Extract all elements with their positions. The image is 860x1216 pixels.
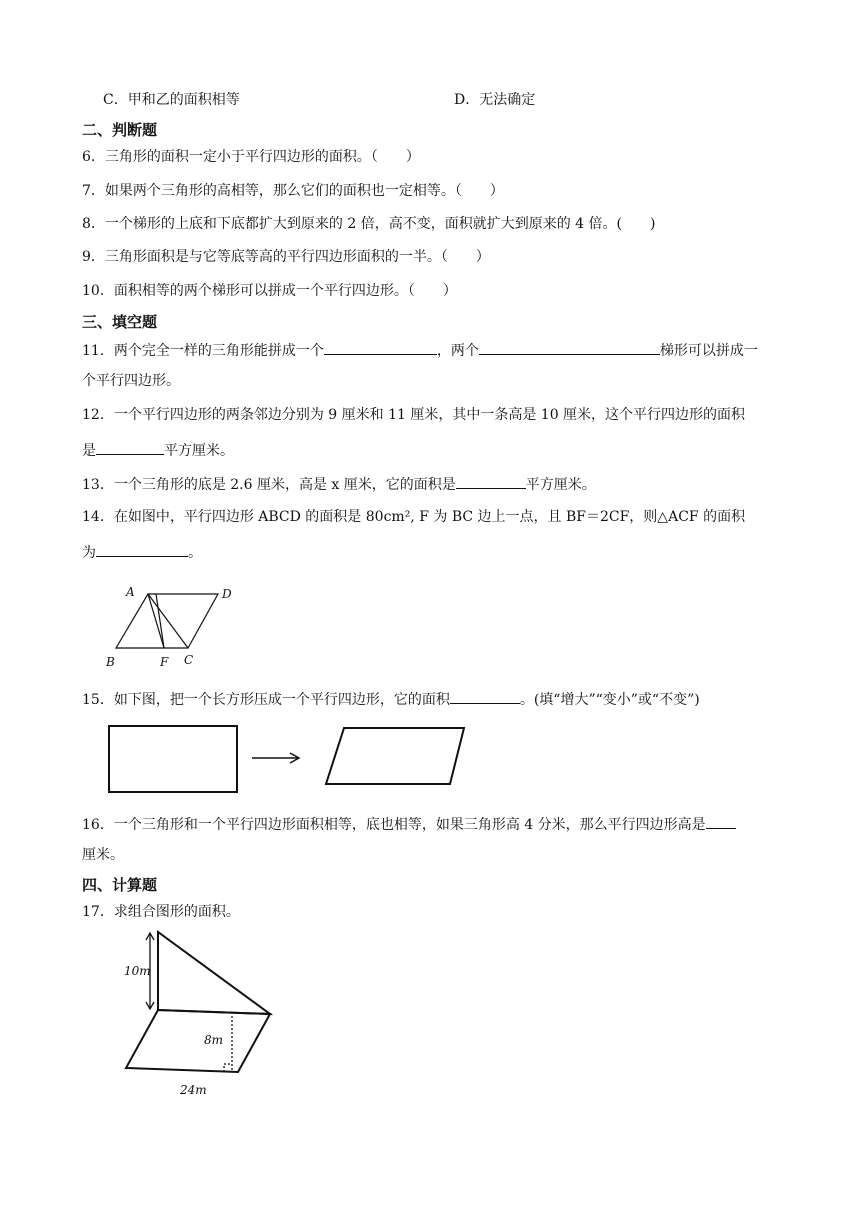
q15-text-a: 15．如下图，把一个长方形压成一个平行四边形，它的面积	[82, 692, 450, 708]
question-12-cont	[82, 440, 234, 460]
q11-text-c: 梯形可以拼成一	[659, 343, 758, 359]
q15-text-b: 。(填“增大”“变小”或“不变”)	[519, 692, 700, 708]
section-title-calculation: 四、计算题	[82, 876, 158, 894]
question-17: 17．求组合图形的面积。	[82, 904, 240, 920]
segment-af	[148, 594, 164, 648]
label-f: F	[160, 655, 169, 669]
question-7: 7．如果两个三角形的高相等，那么它们的面积也一定相等。（ ）	[82, 183, 504, 199]
question-16-cont: 厘米。	[82, 847, 124, 863]
label-c: C	[184, 653, 194, 667]
segment-df	[156, 594, 164, 648]
answer-blank	[96, 440, 164, 455]
rectangle-to-parallelogram-figure	[100, 718, 472, 796]
question-9: 9．三角形面积是与它等底等高的平行四边形面积的一半。（ ）	[82, 249, 490, 265]
answer-blank	[456, 474, 526, 489]
answer-blank	[324, 340, 437, 355]
section-title-fill-blank: 三、填空题	[82, 313, 158, 331]
question-14-cont	[82, 542, 202, 562]
question-15	[82, 689, 700, 709]
answer-blank	[450, 689, 520, 704]
question-13	[82, 474, 596, 494]
question-6: 6．三角形的面积一定小于平行四边形的面积。（ ）	[82, 149, 420, 165]
parallelogram-base-shape	[126, 1010, 270, 1072]
q11-text-b: ，两个	[436, 343, 479, 359]
answer-blank	[479, 340, 660, 355]
question-14: 14．在如图中，平行四边形 ABCD 的面积是 80cm², F 为 BC 边上一点，且 BF＝2CF，则△ACF 的面积	[82, 509, 746, 525]
label-8m: 8m	[204, 1033, 224, 1047]
q16-text-a: 16．一个三角形和一个平行四边形面积相等，底也相等，如果三角形高 4 分米，那么平行四边形高是	[82, 817, 706, 833]
rectangle-shape	[109, 726, 237, 792]
question-10: 10．面积相等的两个梯形可以拼成一个平行四边形。（ ）	[82, 283, 457, 299]
q11-text-a: 11．两个完全一样的三角形能拼成一个	[82, 343, 324, 359]
segment-ac	[148, 594, 188, 648]
label-b: B	[106, 655, 115, 669]
q13-text-b: 平方厘米。	[525, 477, 596, 493]
question-8: 8．一个梯形的上底和下底都扩大到原来的 2 倍，高不变，面积就扩大到原来的 4 倍。( )	[82, 216, 656, 232]
parallelogram-abcd-figure	[100, 582, 250, 674]
q5-option-c: C．甲和乙的面积相等	[103, 92, 240, 108]
label-d: D	[222, 587, 232, 601]
question-11-cont: 个平行四边形。	[82, 373, 180, 389]
q14-text-b: 为	[82, 545, 96, 561]
composite-figure	[100, 922, 300, 1104]
question-11	[82, 340, 758, 360]
q12-text-c: 平方厘米。	[164, 443, 234, 459]
triangle-shape	[158, 932, 270, 1014]
answer-blank	[96, 542, 188, 557]
parallelogram-outline	[116, 594, 218, 648]
q14-text-c: 。	[188, 545, 202, 561]
label-10m: 10m	[124, 964, 151, 978]
q12-text-b: 是	[82, 443, 96, 459]
q5-option-d: D．无法确定	[454, 92, 536, 108]
section-title-judgment: 二、判断题	[82, 121, 158, 139]
parallelogram-shape	[326, 728, 464, 784]
answer-blank	[706, 814, 736, 829]
label-24m: 24m	[180, 1083, 207, 1097]
q13-text-a: 13．一个三角形的底是 2.6 厘米，高是 x 厘米，它的面积是	[82, 477, 456, 493]
question-12: 12．一个平行四边形的两条邻边分别为 9 厘米和 11 厘米，其中一条高是 10 厘米，这个平行四边形的面积	[82, 407, 746, 423]
label-a: A	[126, 585, 135, 599]
question-16	[82, 814, 736, 834]
